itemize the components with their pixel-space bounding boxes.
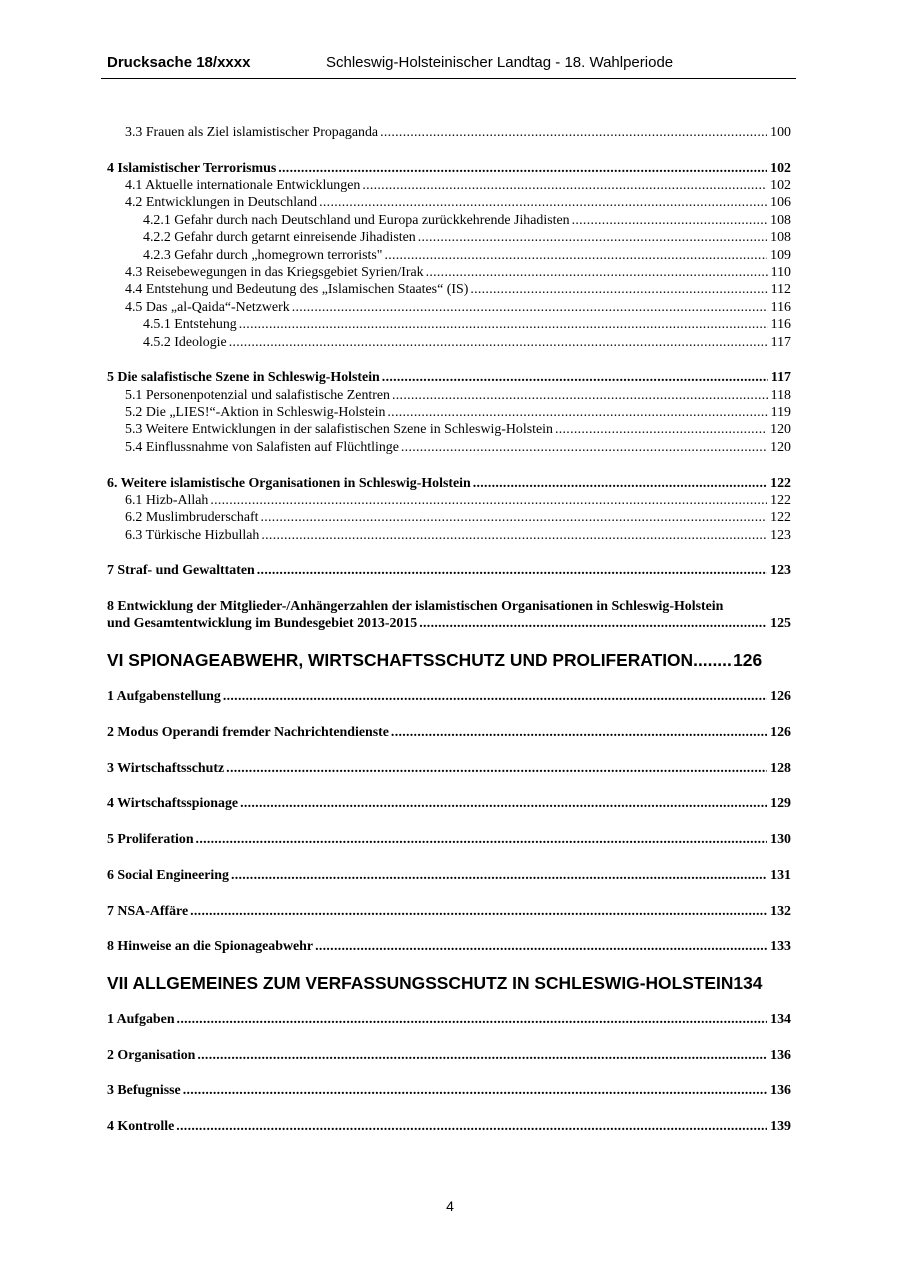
toc-leader	[555, 421, 767, 438]
toc-entry-page: 131	[770, 867, 791, 883]
toc-entry[interactable]	[107, 475, 791, 492]
toc-entry[interactable]	[107, 724, 791, 741]
toc-entry-page: 117	[770, 334, 791, 350]
toc-entry-page: 116	[770, 299, 791, 315]
toc-entry[interactable]	[107, 1118, 791, 1135]
toc-entry-title: 5.3 Weitere Entwicklungen in der salafistischen Szene in Schleswig-Holstein	[125, 422, 553, 438]
toc-leader	[315, 938, 767, 955]
toc-entry[interactable]	[107, 316, 791, 333]
toc-entry-title: 6. Weitere islamistische Organisationen in Schleswig-Holstein	[107, 475, 471, 491]
toc-leader	[401, 439, 767, 456]
toc-entry-title: 4.2.3 Gefahr durch „homegrown terrorists"	[143, 247, 383, 263]
toc-leader	[226, 760, 767, 777]
toc-entry[interactable]	[107, 264, 791, 281]
toc-entry-page: 136	[770, 1083, 791, 1099]
toc-entry-page: 110	[770, 265, 791, 281]
toc-entry[interactable]	[107, 212, 791, 229]
toc-entry-title: 4.5.2 Ideologie	[143, 334, 227, 350]
toc-leader	[419, 615, 767, 632]
toc-leader	[380, 124, 767, 141]
toc-leader	[223, 688, 767, 705]
toc-entry[interactable]	[107, 938, 791, 955]
toc-leader	[319, 194, 767, 211]
toc-leader	[231, 867, 767, 884]
toc-entry[interactable]	[107, 439, 791, 456]
toc-entry-title: 6 Social Engineering	[107, 867, 229, 883]
toc-entry-page: 129	[770, 796, 791, 812]
toc-entry[interactable]	[107, 334, 791, 351]
toc-leader	[183, 1082, 767, 1099]
toc-entry-title: 4 Wirtschaftsspionage	[107, 796, 239, 812]
toc-leader	[260, 509, 767, 526]
toc-leader	[210, 492, 767, 509]
toc-entry-page: 122	[770, 492, 791, 508]
toc-leader	[473, 475, 767, 492]
toc-entry-page: 118	[770, 387, 791, 403]
toc-entry-title: 2 Modus Operandi fremder Nachrichtendienste	[107, 725, 389, 741]
toc-entry-page: 112	[770, 282, 791, 298]
toc-entry-page: 130	[770, 832, 791, 848]
toc-entry[interactable]	[107, 1011, 791, 1028]
toc-entry-page: 102	[770, 178, 791, 194]
toc-entry-title: 8 Entwicklung der Mitglieder-/Anhängerzahlen der islamistischen Organisationen in Schleswig-Holstein	[107, 599, 724, 615]
landtag-title: Schleswig-Holsteinischer Landtag - 18. Wahlperiode	[326, 54, 674, 71]
toc-entry[interactable]	[107, 795, 791, 812]
toc-section-heading[interactable]	[107, 973, 791, 993]
toc-entry[interactable]	[107, 562, 791, 579]
toc-leader	[229, 334, 768, 351]
toc-entry-title: 4.5.1 Entstehung	[143, 317, 237, 333]
toc-entry-page: 120	[770, 439, 791, 455]
toc-entry[interactable]	[107, 1082, 791, 1099]
toc-entry-page: 126	[770, 689, 791, 705]
toc-entry[interactable]	[107, 527, 791, 544]
toc-leader	[362, 177, 767, 194]
toc-entry[interactable]	[107, 247, 791, 264]
toc-entry[interactable]	[107, 421, 791, 438]
toc-leader	[418, 229, 767, 246]
toc-entry[interactable]	[107, 160, 791, 177]
toc-entry-page: 133	[770, 939, 791, 955]
toc-leader	[391, 724, 767, 741]
toc-entry-page: 126	[770, 725, 791, 741]
toc-entry-title: 4.1 Aktuelle internationale Entwicklungen	[125, 178, 361, 194]
toc-leader	[693, 650, 733, 670]
toc-entry[interactable]	[107, 124, 791, 141]
toc-leader	[240, 795, 767, 812]
toc-entry-page: 122	[770, 510, 791, 526]
toc-leader	[278, 160, 767, 177]
toc-entry-page: 116	[770, 317, 791, 333]
toc-entry-title: 4 Kontrolle	[107, 1119, 175, 1135]
toc-leader	[392, 387, 768, 404]
toc-entry-page: 108	[770, 212, 791, 228]
toc-entry[interactable]	[107, 369, 791, 386]
toc-leader	[176, 1118, 767, 1135]
toc-leader	[572, 212, 768, 229]
toc-entry[interactable]	[107, 1047, 791, 1064]
toc-entry[interactable]	[107, 404, 791, 421]
toc-entry[interactable]	[107, 831, 791, 848]
toc-entry-title: 5.2 Die „LIES!“-Aktion in Schleswig-Holstein	[125, 405, 386, 421]
toc-entry-title: 6.2 Muslimbruderschaft	[125, 510, 259, 526]
toc-entry-title: 5 Proliferation	[107, 832, 194, 848]
table-of-contents	[107, 124, 791, 1136]
toc-entry-title: 6.1 Hizb-Allah	[125, 492, 209, 508]
toc-entry[interactable]	[107, 903, 791, 920]
toc-entry-title: 6.3 Türkische Hizbullah	[125, 527, 260, 543]
page-header	[101, 50, 796, 79]
toc-entry[interactable]	[107, 194, 791, 211]
toc-entry[interactable]	[107, 281, 791, 298]
toc-entry-title: 5.4 Einflussnahme von Salafisten auf Flüchtlinge	[125, 439, 399, 455]
toc-section-page: 134	[733, 972, 763, 993]
toc-entry-title: 7 NSA-Affäre	[107, 903, 189, 919]
toc-entry-page: 120	[770, 422, 791, 438]
toc-entry[interactable]	[107, 299, 791, 316]
toc-entry-page: 123	[770, 527, 791, 543]
toc-entry[interactable]	[107, 177, 791, 194]
toc-entry-page: 119	[770, 405, 791, 421]
toc-entry-title: 3.3 Frauen als Ziel islamistischer Propaganda	[125, 125, 379, 140]
toc-entry-page: 100	[770, 125, 791, 140]
toc-entry-page: 122	[770, 475, 791, 491]
toc-leader	[470, 281, 767, 298]
toc-entry[interactable]	[107, 867, 791, 884]
toc-leader	[426, 264, 768, 281]
toc-entry-title: 3 Wirtschaftsschutz	[107, 760, 225, 776]
toc-entry[interactable]	[107, 387, 791, 404]
toc-entry-title: 3 Befugnisse	[107, 1083, 181, 1099]
toc-leader	[239, 316, 768, 333]
toc-entry-title: 4 Islamistischer Terrorismus	[107, 160, 277, 176]
toc-entry-title: 4.4 Entstehung und Bedeutung des „Islamischen Staates“ (IS)	[125, 282, 469, 298]
page-number: 4	[446, 1198, 454, 1214]
toc-entry[interactable]	[107, 229, 791, 246]
toc-entry-page: 102	[770, 160, 791, 176]
toc-leader	[197, 1047, 767, 1064]
toc-entry-title: 8 Hinweise an die Spionageabwehr	[107, 939, 314, 955]
toc-entry-title: 7 Straf- und Gewalttaten	[107, 563, 255, 579]
toc-entry-page: 109	[770, 247, 791, 263]
toc-entry-page: 139	[770, 1119, 791, 1135]
toc-entry[interactable]	[107, 492, 791, 509]
toc-leader	[387, 404, 767, 421]
toc-entry[interactable]	[107, 509, 791, 526]
toc-entry-title: 4.5 Das „al-Qaida“-Netzwerk	[125, 299, 290, 315]
toc-entry-title: 4.3 Reisebewegungen in das Kriegsgebiet Syrien/Irak	[125, 265, 424, 281]
toc-entry[interactable]	[107, 598, 791, 633]
toc-entry[interactable]	[107, 760, 791, 777]
toc-section-title: VII ALLGEMEINES ZUM VERFASSUNGSSCHUTZ IN SCHLESWIG-HOLSTEIN	[107, 972, 734, 993]
toc-entry-title-continued: und Gesamtentwicklung im Bundesgebiet 2013-2015	[107, 616, 418, 632]
toc-entry-title: 5.1 Personenpotenzial und salafistische Zentren	[125, 387, 391, 403]
toc-entry-page: 108	[770, 230, 791, 246]
toc-entry-page: 117	[770, 370, 791, 386]
toc-leader	[257, 562, 767, 579]
toc-entry-title: 4.2 Entwicklungen in Deutschland	[125, 195, 318, 211]
toc-entry[interactable]	[107, 688, 791, 705]
toc-entry-title: 4.2.2 Gefahr durch getarnt einreisende Jihadisten	[143, 230, 416, 246]
toc-entry-page: 123	[770, 563, 791, 579]
drucksache-label: Drucksache 18/xxxx	[107, 54, 251, 71]
toc-leader	[177, 1011, 768, 1028]
toc-section-heading[interactable]	[107, 650, 791, 670]
toc-entry-page: 132	[770, 903, 791, 919]
toc-entry-title: 5 Die salafistische Szene in Schleswig-Holstein	[107, 370, 380, 386]
toc-entry-page: 128	[770, 760, 791, 776]
toc-entry-page: 136	[770, 1047, 791, 1063]
toc-entry-title: 2 Organisation	[107, 1047, 196, 1063]
toc-entry-page: 106	[770, 195, 791, 211]
toc-section-page: 126	[733, 649, 763, 670]
toc-leader	[190, 903, 767, 920]
toc-leader	[196, 831, 768, 848]
toc-entry-page: 125	[770, 616, 791, 632]
toc-leader	[261, 527, 767, 544]
toc-section-title: VI SPIONAGEABWEHR, WIRTSCHAFTSSCHUTZ UND PROLIFERATION	[107, 649, 694, 670]
toc-leader	[292, 299, 768, 316]
toc-leader	[384, 247, 767, 264]
toc-entry-page: 134	[770, 1012, 791, 1028]
toc-entry-title: 1 Aufgaben	[107, 1012, 175, 1028]
toc-leader	[382, 369, 768, 386]
toc-entry-title: 1 Aufgabenstellung	[107, 689, 221, 705]
toc-entry-title: 4.2.1 Gefahr durch nach Deutschland und Europa zurückkehrende Jihadisten	[143, 212, 570, 228]
